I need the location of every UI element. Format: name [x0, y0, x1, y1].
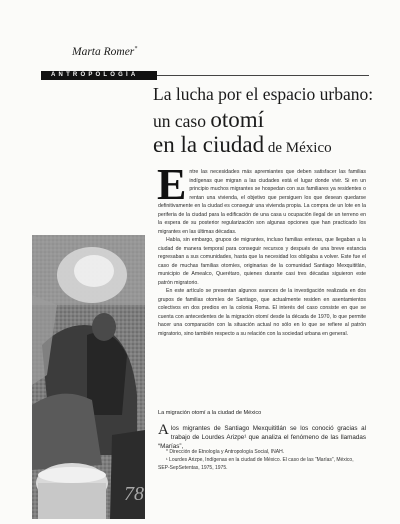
final-paragraph: A los migrantes de Santiago Mexquititlán se los conoció gracias al trabajo de Lourdes Arizpe¹ que analiza el fenómeno de las llamadas “Marías”,: [158, 422, 366, 450]
title-line-1: La lucha por el espacio urbano:: [153, 84, 374, 104]
section-subheading: La migración otomí a la ciudad de México: [158, 410, 262, 416]
title-line-2: un caso otomí: [153, 106, 265, 132]
paragraph-2: Había, sin embargo, grupos de migrantes, incluso familias enteras, que llegaban a la ciudad de manera temporal para conseguir recursos y después de una breve estancia regresaban a sus comunidades, hasta que la necesidad los obligaba a volver. Este fue el caso de muchas familias otomíes, originarias de la comunidad Santiago Mexquititlán, municipio de Amealco, Querétaro, quienes durante casi tres décadas siguieron este patrón migratorio.: [158, 237, 366, 286]
footnote-2: ¹ Lourdes Arizpe, Indígenas en la ciudad de México. El caso de las “Marías”, México, SEP-SepSetentas, 1975, 1975.: [158, 457, 354, 471]
title-line-3: en la ciudad de México: [153, 131, 332, 157]
section-label: ANTROPOLOGÍA: [41, 71, 157, 80]
header-rule: [157, 75, 369, 76]
article-body: [157, 160, 366, 338]
paragraph-3: En este artículo se presentan algunos avances de la investigación realizada en dos grupos de familias otomíes de Santiago, que actualmente residen en asentamientos colectivos en dos predios en la colonia Roma. El interés del caso consiste en que se cuenta con antecedentes de la migración otomí desde la década de 1970, lo que permite hacer una comparación con la situación actual no sólo en lo que se refiere al patrón migratorio, sino también respecto a su relación con la sociedad urbana en general.: [158, 288, 366, 337]
footnotes: [158, 448, 366, 472]
footnote-1: * Dirección de Etnología y Antropología Social, INAH.: [166, 449, 285, 455]
author-name: Marta Romer*: [72, 46, 138, 58]
article-title: [153, 86, 373, 156]
article-photo: [32, 235, 145, 519]
drop-cap: E: [157, 160, 187, 209]
page-number: 78: [124, 483, 144, 505]
paragraph-1: Entre las necesidades más apremiantes que deben satisfacer las familias indígenas que migran a las ciudades está el lugar donde vivir. Si en un principio muchos migrantes se hospedan con sus familiares ya residentes o rentan una vivienda, el objetivo que persiguen los que desean quedarse definitivamente en la ciudad es conseguir una vivienda propia. La compra de un lote en la periferia de la ciudad para la edificación de una casa u ocupación ilegal de un terreno en la espera de su posterior regularización son algunas opciones que han practicado los migrantes en las últimas décadas.: [157, 160, 366, 235]
